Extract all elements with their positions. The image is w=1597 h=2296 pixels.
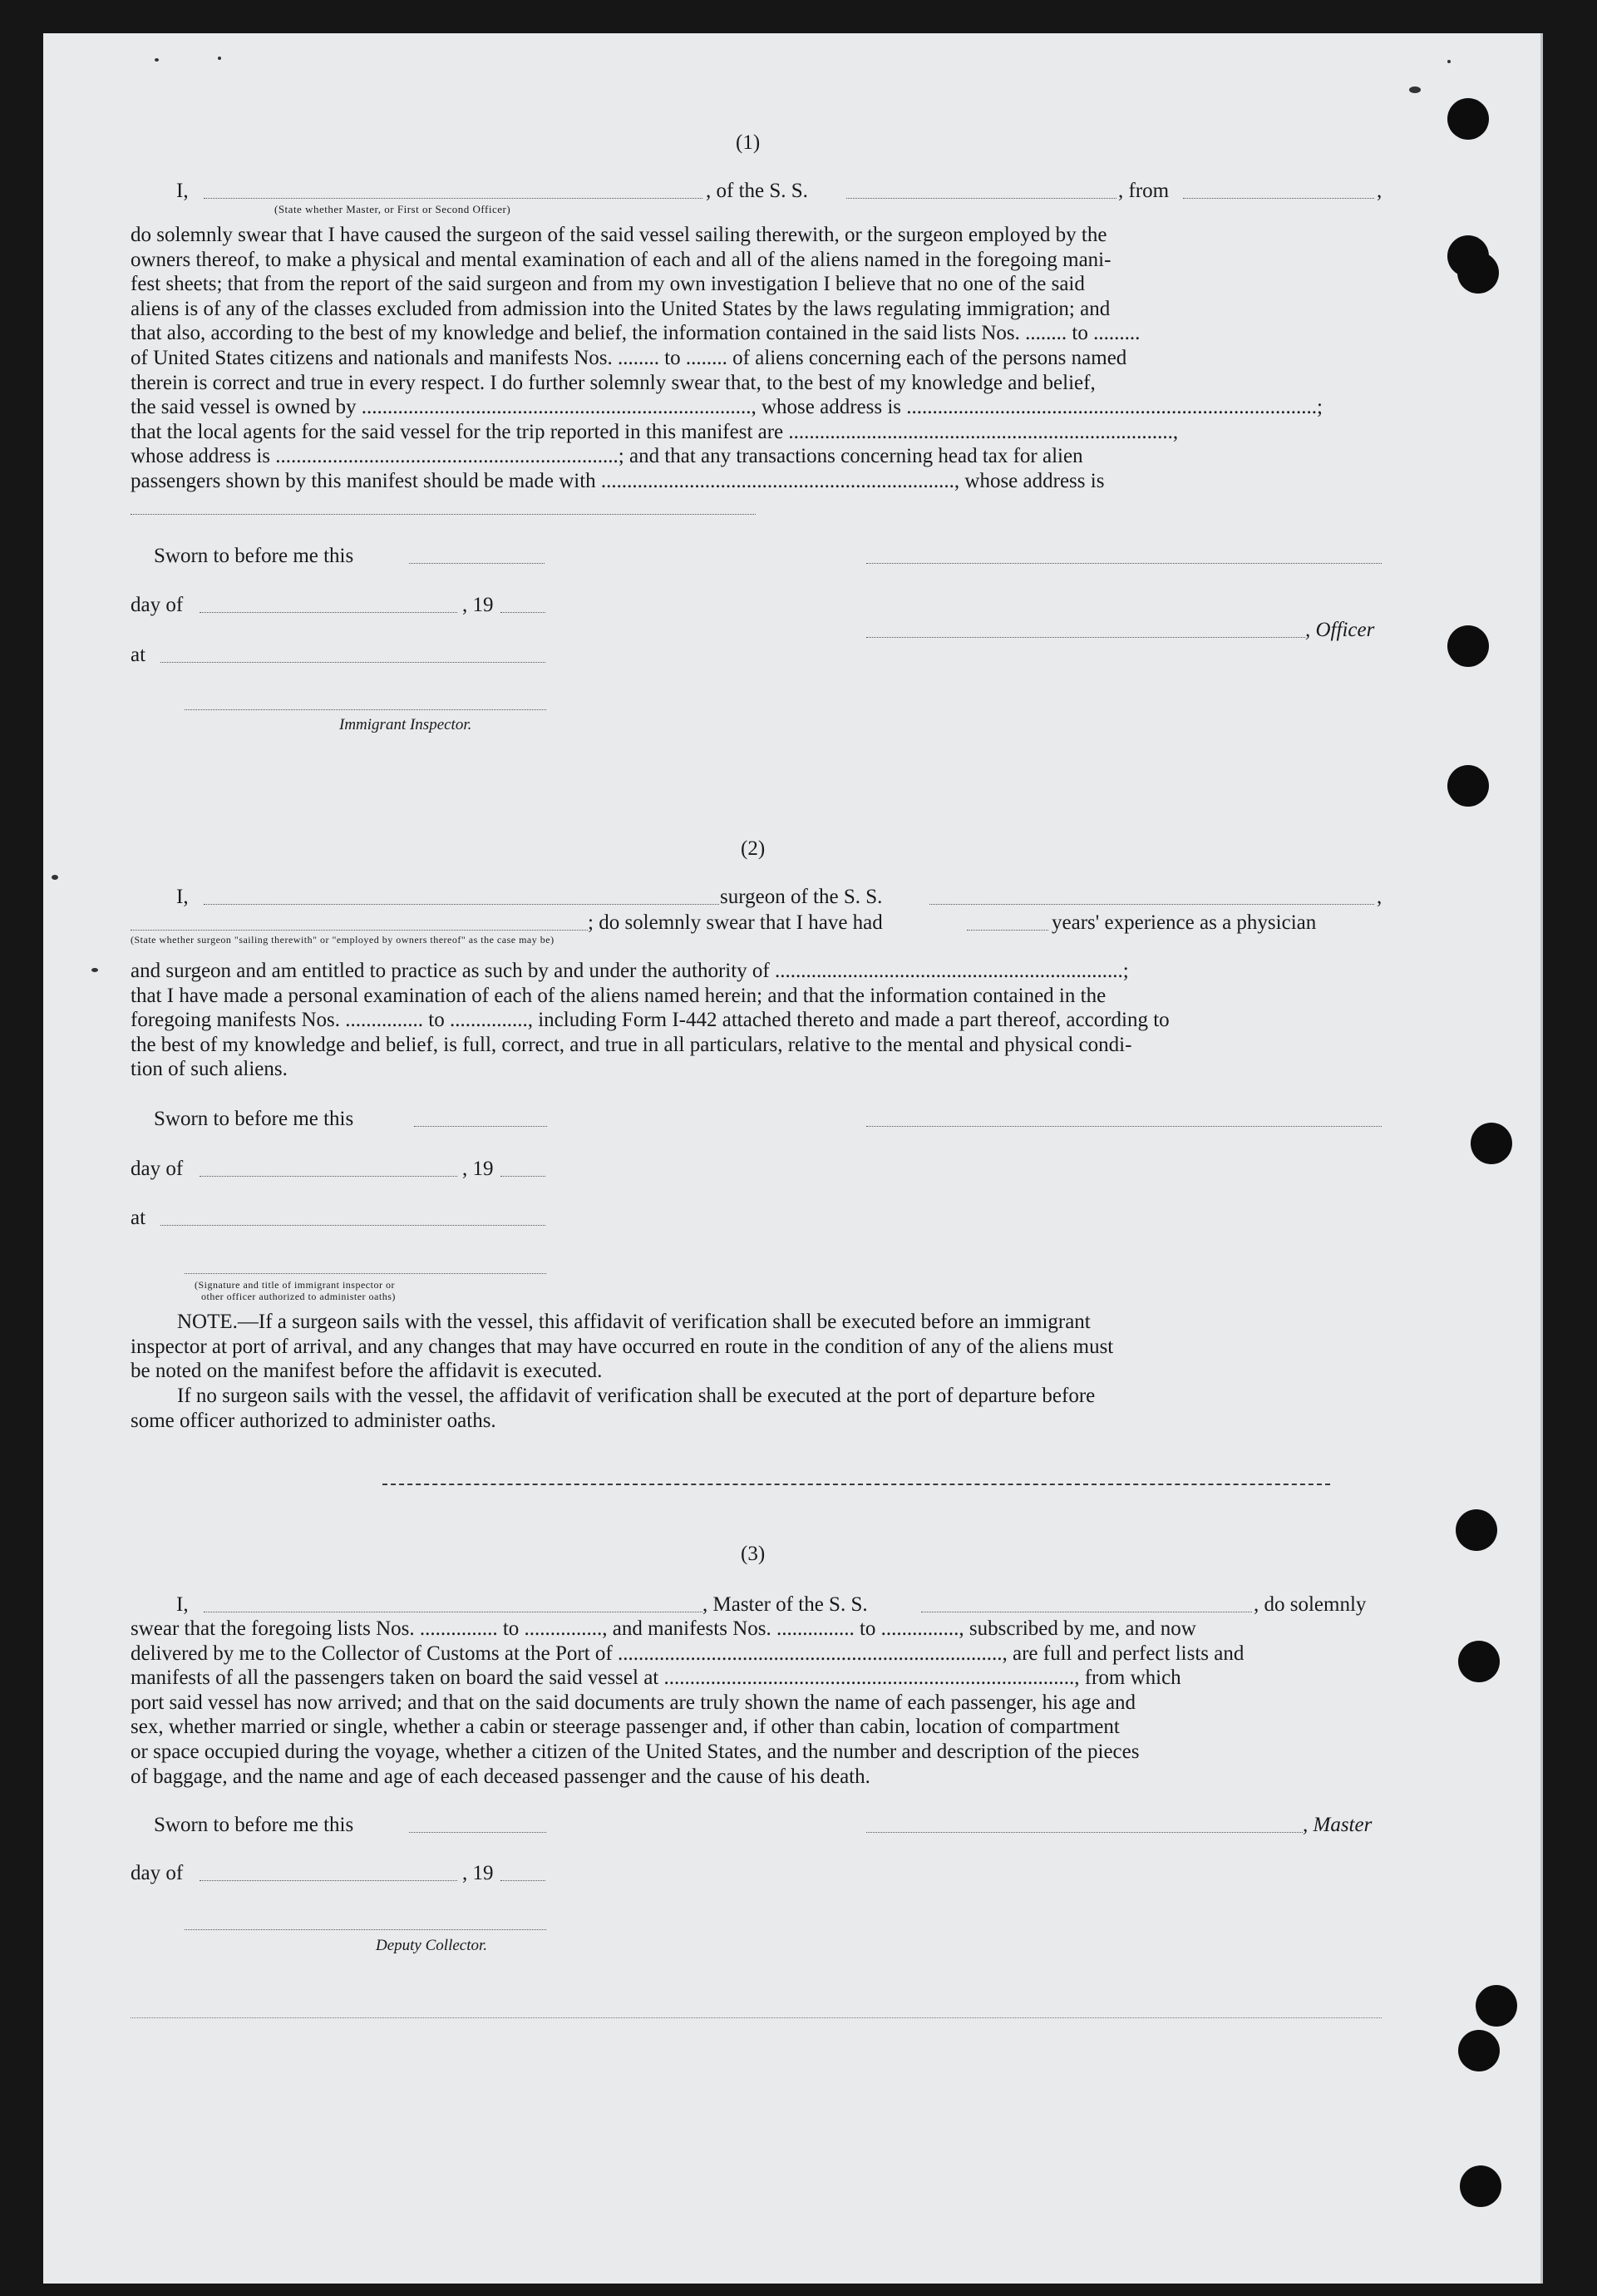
body-line: swear that the foregoing lists Nos. ............... to ..............., and manifests Nos. ............... to ..............., subscribed by me, and now — [131, 1617, 1196, 1640]
punch-hole — [1458, 2030, 1500, 2071]
note-line: If no surgeon sails with the vessel, the affidavit of verification shall be executed at the port of departure before — [177, 1385, 1096, 1407]
punch-hole — [1457, 252, 1499, 294]
at-place-field[interactable] — [160, 1225, 545, 1226]
master-signature-field[interactable] — [866, 1832, 1303, 1833]
section-1-intro-end: , — [1377, 180, 1383, 202]
body-line: therein is correct and true in every respect. I do further solemnly swear that, to the best of my knowledge and belief, — [131, 371, 1096, 394]
section-2-sworn: Sworn to before me this — [154, 1108, 354, 1130]
section-1-at: at — [131, 644, 146, 666]
section-2-intro-surgeon: surgeon of the S. S. — [720, 886, 883, 908]
day-field[interactable] — [200, 612, 457, 613]
punch-hole — [1447, 98, 1489, 140]
day-field[interactable] — [200, 1880, 457, 1881]
section-1-intro-from: , from — [1118, 180, 1170, 202]
section-2-intro-end: , — [1377, 886, 1383, 908]
body-line: the said vessel is owned by ..........................................................................., whose address is ...............................................................................; — [131, 396, 1323, 419]
section-2-years: years' experience as a physician — [1052, 911, 1317, 934]
paper-edge — [1540, 33, 1543, 2284]
section-3-day-of: day of — [131, 1862, 184, 1884]
section-1-sworn: Sworn to before me this — [154, 545, 354, 567]
day-field[interactable] — [200, 1176, 457, 1177]
body-line: that the local agents for the said vessel for the trip reported in this manifest are .........................................................................., — [131, 420, 1179, 443]
body-line: that I have made a personal examination of each of the aliens named herein; and that the information contained in the — [131, 984, 1107, 1007]
years-experience-field[interactable] — [967, 930, 1048, 931]
speck — [91, 968, 98, 972]
year-field[interactable] — [500, 1176, 545, 1177]
punch-hole — [1456, 1509, 1497, 1551]
section-1-day-of: day of — [131, 594, 184, 616]
section-2-nineteen: , 19 — [462, 1158, 494, 1180]
signature-note-1: (Signature and title of immigrant inspector or — [195, 1279, 395, 1291]
sworn-date-field[interactable] — [409, 563, 545, 564]
inspector-signature-field[interactable] — [185, 709, 546, 710]
at-place-field[interactable] — [160, 662, 545, 663]
speck — [1447, 60, 1451, 63]
bottom-rule — [131, 2017, 1382, 2018]
body-line: of United States citizens and nationals and manifests Nos. ........ to ........ of aliens concerning each of the persons named — [131, 346, 1127, 369]
section-3-number: (3) — [741, 1543, 766, 1565]
year-field[interactable] — [500, 1880, 545, 1881]
deputy-collector-label: Deputy Collector. — [376, 1937, 488, 1954]
administering-officer-field[interactable] — [185, 1273, 546, 1274]
section-2-at: at — [131, 1207, 146, 1229]
section-3-nineteen: , 19 — [462, 1862, 494, 1884]
note-line: be noted on the manifest before the affidavit is executed. — [131, 1360, 603, 1383]
section-2-intro-i: I, — [176, 886, 189, 908]
section-1-intro-of: , of the S. S. — [706, 180, 808, 202]
note2-paragraph — [131, 1384, 1384, 1433]
body-line: and surgeon and am entitled to practice as such by and under the authority of ...................................................................; — [131, 960, 1129, 982]
body-line: sex, whether married or single, whether a cabin or steerage passenger and, if other than cabin, location of compartment — [131, 1716, 1120, 1739]
section-2-number: (2) — [741, 837, 766, 860]
inspector-label: Immigrant Inspector. — [339, 716, 472, 733]
body-line: whose address is ..................................................................; and that any transactions concerning head tax for alien — [131, 445, 1083, 468]
section-divider — [382, 1484, 1330, 1485]
body-line: fest sheets; that from the report of the said surgeon and from my own investigation I believe that no one of the said — [131, 273, 1085, 296]
surgeon-status-field[interactable] — [131, 930, 588, 931]
deputy-collector-signature-field[interactable] — [185, 1929, 546, 1930]
body-line: the best of my knowledge and belief, is full, correct, and true in all particulars, relative to the mental and physical condi- — [131, 1033, 1132, 1056]
body-line: passengers shown by this manifest should be made with ...................................................................., whose address is — [131, 469, 1105, 492]
section-3-sworn: Sworn to before me this — [154, 1814, 354, 1836]
note-line: inspector at port of arrival, and any changes that may have occurred en route in the condition of any of the aliens must — [131, 1335, 1114, 1358]
from-port-field[interactable] — [1183, 198, 1374, 199]
section-1-body — [131, 223, 1384, 494]
punch-hole — [1447, 765, 1489, 807]
year-field[interactable] — [500, 612, 545, 613]
section-3-body — [131, 1617, 1388, 1789]
signature-note-2: other officer authorized to administer oaths) — [201, 1291, 396, 1302]
surgeon-name-field[interactable] — [204, 904, 719, 905]
vessel-name-field[interactable] — [846, 198, 1116, 199]
address-continuation-field[interactable] — [131, 514, 756, 515]
section-2-day-of: day of — [131, 1158, 184, 1180]
section-1-nineteen: , 19 — [462, 594, 494, 616]
section-3-intro-end: , do solemnly — [1254, 1593, 1367, 1616]
punch-hole — [1471, 1123, 1512, 1164]
body-line: that also, according to the best of my knowledge and belief, the information contained in the said lists Nos. ........ to ......... — [131, 322, 1141, 345]
body-line: delivered by me to the Collector of Customs at the Port of .........................................................................., are full and perfect lists and — [131, 1642, 1245, 1665]
note-paragraph — [131, 1310, 1384, 1384]
body-line: aliens is of any of the classes excluded from admission into the United States by the laws regulating immigration; and — [131, 297, 1111, 320]
master-officer-note: (State whether Master, or First or Second Officer) — [274, 203, 511, 215]
speck — [218, 57, 221, 60]
officer-signature-field[interactable] — [866, 563, 1382, 564]
speck — [155, 58, 159, 62]
surgeon-status-note: (State whether surgeon "sailing therewith" or "employed by owners thereof" as the case may be) — [131, 934, 555, 946]
officer-name-field[interactable] — [204, 198, 702, 199]
note-line: NOTE.—If a surgeon sails with the vessel, this affidavit of verification shall be executed before an immigrant — [177, 1311, 1091, 1333]
punch-hole — [1458, 1641, 1500, 1682]
surgeon-vessel-field[interactable] — [929, 904, 1374, 905]
note-line: some officer authorized to administer oaths. — [131, 1409, 496, 1432]
punch-hole — [1460, 2165, 1501, 2207]
officer-title-field[interactable] — [866, 637, 1305, 638]
punch-hole — [1447, 625, 1489, 667]
master-label: , Master — [1303, 1814, 1373, 1836]
body-line: owners thereof, to make a physical and mental examination of each and all of the aliens named in the foregoing mani- — [131, 248, 1111, 271]
sworn-date-field[interactable] — [409, 1832, 546, 1833]
body-line: or space occupied during the voyage, whether a citizen of the United States, and the number and description of the pieces — [131, 1740, 1140, 1763]
section-2-swear: ; do solemnly swear that I have had — [588, 911, 883, 934]
speck — [52, 875, 58, 880]
section-3-intro-i: I, — [176, 1593, 189, 1616]
section-2-body — [131, 959, 1384, 1082]
body-line: do solemnly swear that I have caused the surgeon of the said vessel sailing therewith, or the surgeon employed by the — [131, 224, 1107, 246]
section-1-number: (1) — [736, 131, 761, 154]
sworn-date-field[interactable] — [414, 1126, 547, 1127]
body-line: manifests of all the passengers taken on board the said vessel at ..............................................................................., from which — [131, 1666, 1181, 1690]
body-line: port said vessel has now arrived; and that on the said documents are truly shown the name of each passenger, his age and — [131, 1691, 1136, 1714]
section-1-intro-i: I, — [176, 180, 189, 202]
body-line: tion of such aliens. — [131, 1058, 288, 1081]
officer-label: , Officer — [1305, 619, 1375, 641]
speck — [1409, 86, 1421, 93]
punch-hole — [1476, 1985, 1517, 2027]
surgeon-signature-field[interactable] — [866, 1126, 1382, 1127]
body-line: foregoing manifests Nos. ............... to ..............., including Form I-442 attached thereto and made a part thereof, according to — [131, 1009, 1170, 1032]
body-line: of baggage, and the name and age of each deceased passenger and the cause of his death. — [131, 1765, 870, 1788]
section-3-intro-master: , Master of the S. S. — [702, 1593, 868, 1616]
